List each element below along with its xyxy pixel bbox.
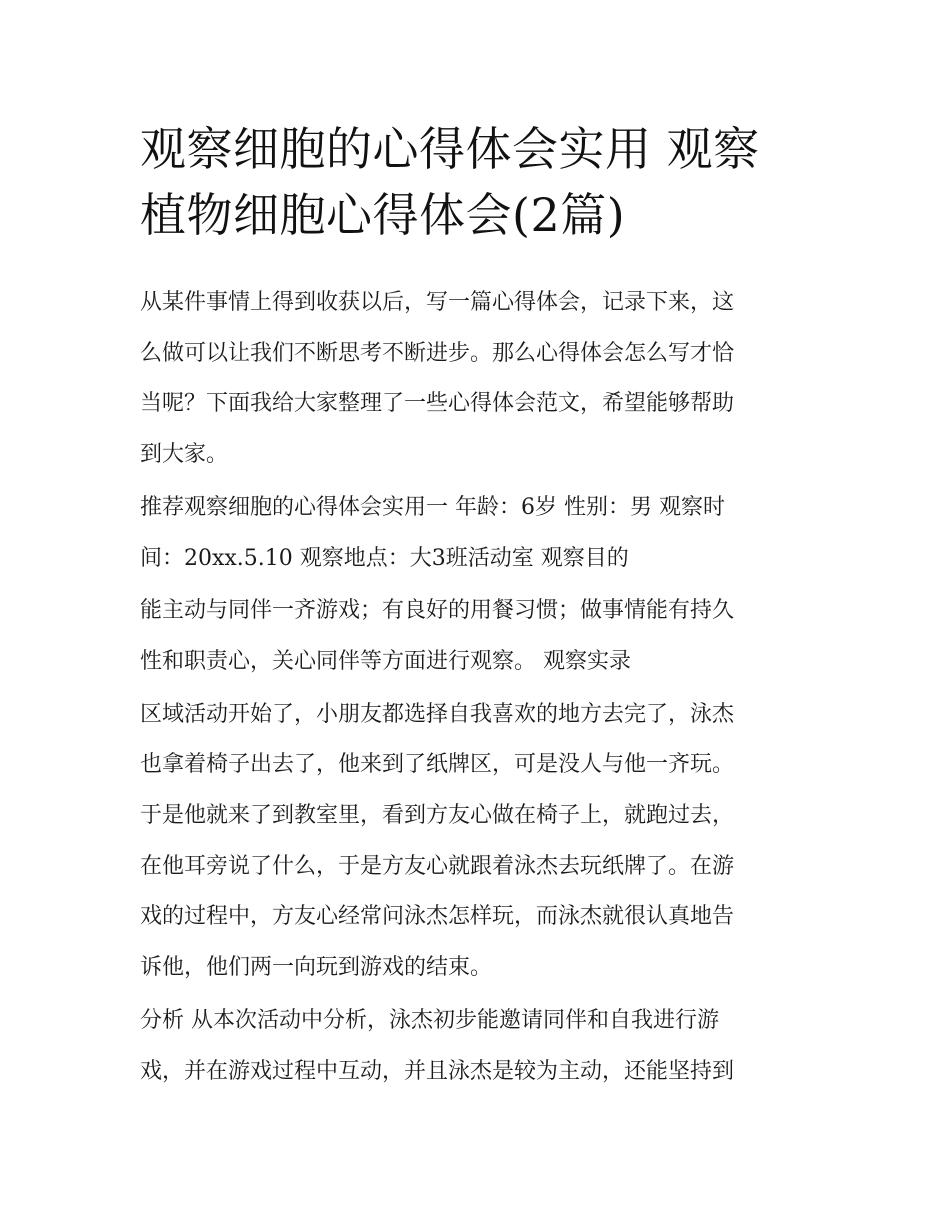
text-line: 区域活动开始了，小朋友都选择自我喜欢的地方去完了，泳杰 — [140, 701, 735, 727]
text-line: 能主动与同伴一齐游戏；有良好的用餐习惯；做事情能有持久 — [140, 598, 735, 624]
text-line: 当呢？下面我给大家整理了一些心得体会范文，希望能够帮助 — [140, 391, 735, 417]
text-line: 于是他就来了到教室里，看到方友心做在椅子上，就跑过去， — [140, 803, 735, 829]
text-line: 在他耳旁说了什么，于是方友心就跟着泳杰去玩纸牌了。在游 — [140, 853, 735, 879]
title-line: 植物细胞心得体会(2篇) — [140, 188, 626, 242]
document-body — [140, 278, 820, 1099]
observation-goal-paragraph — [140, 586, 820, 687]
text-line: 从某件事情上得到收获以后，写一篇心得体会，记录下来，这 — [140, 290, 735, 315]
intro-paragraph — [140, 278, 820, 481]
observation-info-paragraph — [140, 483, 820, 584]
text-line: 么做可以让我们不断思考不断进步。那么心得体会怎么写才恰 — [140, 340, 735, 366]
text-line: 推荐观察细胞的心得体会实用一 年龄：6岁 性别：男 观察时 — [140, 494, 725, 520]
document-title — [140, 116, 830, 248]
analysis-paragraph — [140, 996, 820, 1097]
text-line: 分析 从本次活动中分析，泳杰初步能邀请同伴和自我进行游 — [140, 1007, 719, 1033]
text-line: 到大家。 — [140, 442, 229, 468]
text-line: 性和职责心，关心同伴等方面进行观察。 观察实录 — [140, 648, 631, 674]
text-line: 也拿着椅子出去了，他来到了纸牌区，可是没人与他一齐玩。 — [140, 752, 735, 778]
text-line: 间：20xx.5.10 观察地点：大3班活动室 观察目的 — [140, 545, 629, 571]
text-line: 戏，并在游戏过程中互动，并且泳杰是较为主动，还能坚持到 — [140, 1058, 735, 1084]
title-line: 观察细胞的心得体会实用 观察 — [140, 122, 760, 176]
text-line: 戏的过程中，方友心经常问泳杰怎样玩，而泳杰就很认真地告 — [140, 904, 735, 930]
text-line: 诉他，他们两一向玩到游戏的结束。 — [140, 955, 493, 981]
observation-record-paragraph — [140, 690, 820, 994]
